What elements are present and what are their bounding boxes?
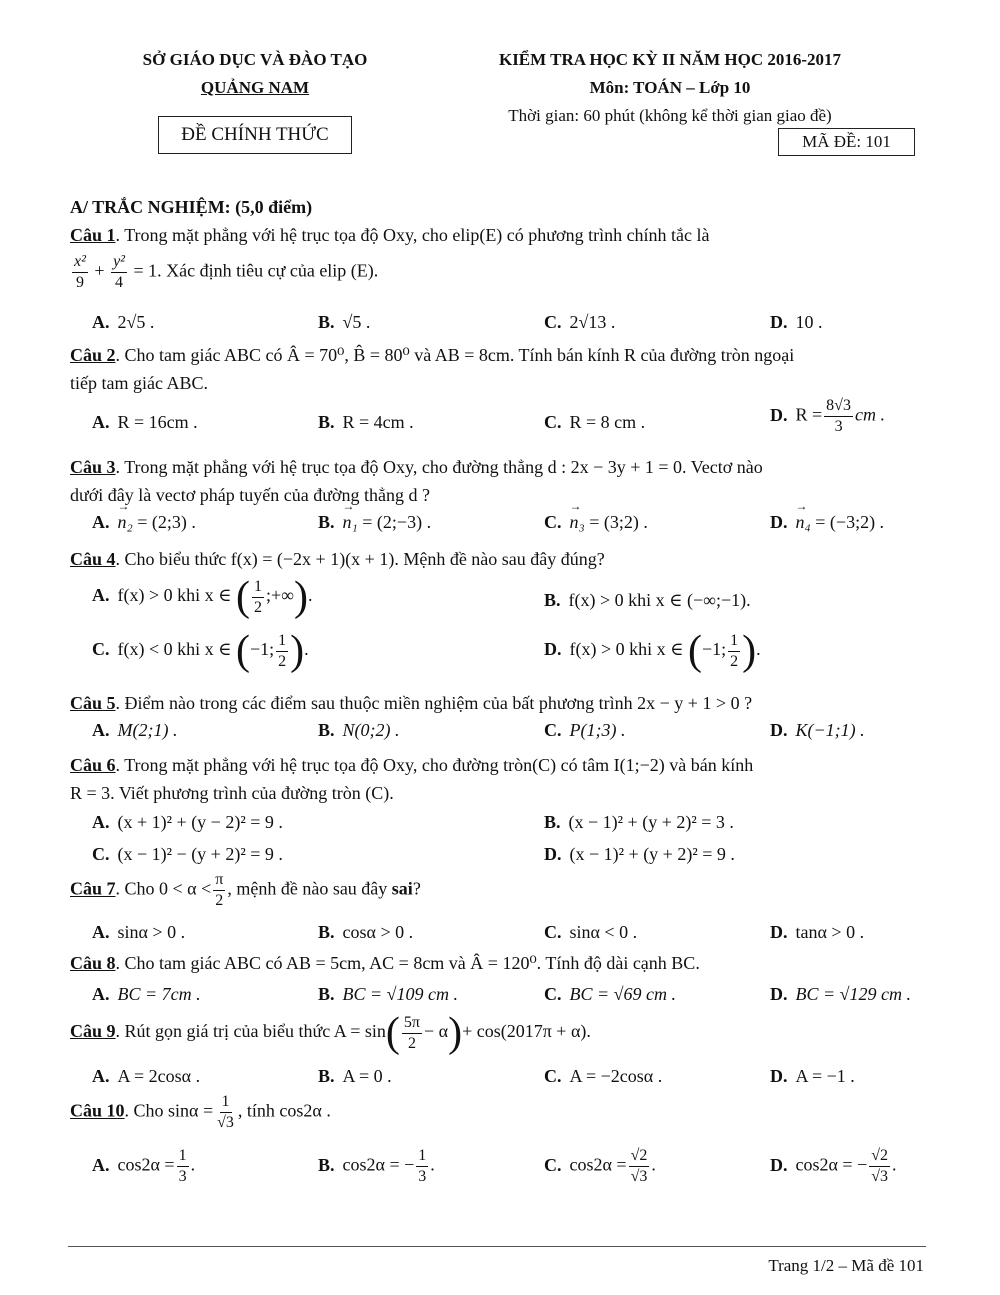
question-3-label: Câu 3 [70, 457, 116, 477]
section-title: A/ TRẮC NGHIỆM: (5,0 điểm) [70, 197, 313, 217]
question-6-label: Câu 6 [70, 755, 116, 775]
question-10: Câu 10. Cho sinα = $\frac{1}{√3}$ , tính cos2α . [70, 1093, 331, 1131]
question-8-label: Câu 8 [70, 953, 116, 973]
q7-option-a[interactable]: A. sinα > 0 . [92, 922, 186, 942]
question-4-text: . Cho biểu thức f(x) = (−2x + 1)(x + 1). Mệnh đề nào sau đây đúng? [115, 549, 605, 569]
eq-x: x² [72, 254, 88, 273]
q1-option-c[interactable]: C. 2√13 . [544, 312, 616, 332]
q6-option-c[interactable]: C. (x − 1)² − (y + 2)² = 9 . [92, 844, 283, 864]
q5-option-d[interactable]: D. K(−1;1) . [770, 720, 865, 740]
question-5-text: . Điểm nào trong các điểm sau thuộc miền nghiệm của bất phương trình 2x − y + 1 > 0 ? [115, 693, 753, 713]
question-3-text2: dưới đây là vectơ pháp tuyến của đường thẳng d ? [70, 485, 430, 505]
question-4-label: Câu 4 [70, 549, 116, 569]
question-2 [70, 344, 794, 366]
question-5-label: Câu 5 [70, 693, 116, 713]
q2-option-d[interactable]: D. R = $\frac{8√3}{3}$ cm . [770, 397, 885, 435]
question-10-label: Câu 10 [70, 1100, 125, 1121]
question-8 [70, 952, 700, 974]
q3-option-b[interactable]: B.→ n₁ = (2;−3) . [318, 512, 431, 533]
q4-option-a[interactable]: A. f(x) > 0 khi x ∈ ( $\frac{1}{2}$ ;+∞). [92, 574, 313, 620]
eq-9: 9 [75, 274, 84, 291]
eq-y: y² [111, 254, 127, 273]
department-name: SỞ GIÁO DỤC VÀ ĐÀO TẠO [142, 50, 368, 69]
q5-option-b[interactable]: B. N(0;2) . [318, 720, 400, 740]
exam-title: KIỂM TRA HỌC KỲ II NĂM HỌC 2016-2017 [498, 50, 842, 69]
question-6-text: . Trong mặt phẳng với hệ trục tọa độ Oxy, cho đường tròn(C) có tâm I(1;−2) và bán kính [115, 755, 754, 775]
eq-4: 4 [115, 274, 124, 291]
question-7-label: Câu 7 [70, 878, 116, 899]
q10-option-b[interactable]: B. cos2α = − $\frac{1}{3}$ . [318, 1147, 435, 1185]
page-footer: Trang 1/2 – Mã đề 101 [768, 1256, 924, 1275]
question-1-text: . Trong mặt phẳng với hệ trục tọa độ Oxy, cho elip(E) có phương trình chính tắc là [115, 225, 710, 245]
question-1-label: Câu 1 [70, 225, 116, 245]
question-6-text2: R = 3. Viết phương trình của đường tròn (C). [70, 783, 394, 803]
q5-option-c[interactable]: C. P(1;3) . [544, 720, 626, 740]
question-8-text: . Cho tam giác ABC có AB = 5cm, AC = 8cm và Â = 120⁰. Tính độ dài cạnh BC. [115, 953, 700, 973]
q9-option-b[interactable]: B. A = 0 . [318, 1066, 392, 1086]
q9-option-c[interactable]: C. A = −2cosα . [544, 1066, 663, 1086]
question-7: Câu 7. Cho 0 < α < $\frac{\pi}{2}$ , mệnh đề nào sau đây sai? [70, 871, 421, 909]
question-1 [70, 224, 922, 246]
q8-option-a[interactable]: A. BC = 7cm . [92, 984, 201, 1004]
exam-code: MÃ ĐỀ: 101 [802, 132, 891, 151]
q4-option-c[interactable]: C. f(x) < 0 khi x ∈ (−1; $\frac{1}{2}$ ). [92, 628, 309, 674]
question-2-text: . Cho tam giác ABC có Â = 70⁰, B̂ = 80⁰ và AB = 8cm. Tính bán kính R của đường tròn ngoại [115, 345, 795, 365]
question-9: Câu 9. Rút gọn giá trị của biểu thức A = sin( $\frac{5\pi}{2}$ − α)+ cos(2017π + α). [70, 1010, 591, 1056]
q2-option-c[interactable]: C. R = 8 cm . [544, 412, 646, 432]
question-2-text2: tiếp tam giác ABC. [70, 373, 208, 393]
q1-option-a[interactable]: A. 2√5 . [92, 312, 155, 332]
official-box [158, 116, 352, 154]
question-9-label: Câu 9 [70, 1021, 116, 1042]
question-4 [70, 548, 605, 570]
q8-option-c[interactable]: C. BC = √69 cm . [544, 984, 677, 1004]
q7-option-c[interactable]: C. sinα < 0 . [544, 922, 638, 942]
q1-option-b[interactable]: B. √5 . [318, 312, 371, 332]
q2-option-b[interactable]: B. R = 4cm . [318, 412, 414, 432]
question-6 [70, 754, 753, 776]
question-3 [70, 456, 763, 478]
q6-option-a[interactable]: A. (x + 1)² + (y − 2)² = 9 . [92, 812, 283, 832]
exam-time: Thời gian: 60 phút (không kể thời gian giao đề) [508, 106, 832, 125]
q3-option-a[interactable]: A.→ n₂ = (2;3) . [92, 512, 196, 533]
q4-option-d[interactable]: D. f(x) > 0 khi x ∈ (−1; $\frac{1}{2}$ ). [544, 628, 761, 674]
q1-option-d[interactable]: D. 10 . [770, 312, 823, 332]
q9-option-a[interactable]: A. A = 2cosα . [92, 1066, 201, 1086]
q7-option-d[interactable]: D. tanα > 0 . [770, 922, 865, 942]
exam-subject: Môn: TOÁN – Lớp 10 [589, 78, 751, 97]
question-5 [70, 692, 752, 714]
q8-option-d[interactable]: D. BC = √129 cm . [770, 984, 912, 1004]
q7-option-b[interactable]: B. cosα > 0 . [318, 922, 414, 942]
q6-option-d[interactable]: D. (x − 1)² + (y + 2)² = 9 . [544, 844, 735, 864]
q10-option-c[interactable]: C. cos2α = $\frac{√2}{√3}$ . [544, 1147, 656, 1185]
question-2-label: Câu 2 [70, 345, 116, 365]
footer-divider [68, 1246, 926, 1247]
question-1-tail: = 1. Xác định tiêu cự của elip (E). [133, 260, 379, 281]
q6-option-b[interactable]: B. (x − 1)² + (y + 2)² = 3 . [544, 812, 734, 832]
exam-code-box [778, 128, 915, 156]
q3-option-c[interactable]: C.→ n₃ = (3;2) . [544, 512, 648, 533]
q10-option-d[interactable]: D. cos2α = − $\frac{√2}{√3}$ . [770, 1147, 897, 1185]
official-label: ĐỀ CHÍNH THỨC [181, 124, 329, 145]
question-1-equation: $\frac{\text{x²}}{9}$ + $\frac{\text{y²}}{4}$ = 1. Xác định tiêu cự của elip (E). [74, 253, 379, 291]
q3-option-d[interactable]: D.→ n₄ = (−3;2) . [770, 512, 884, 533]
q4-option-b[interactable]: B. f(x) > 0 khi x ∈ (−∞;−1). [544, 590, 751, 610]
q5-option-a[interactable]: A. M(2;1) . [92, 720, 178, 740]
q9-option-d[interactable]: D. A = −1 . [770, 1066, 855, 1086]
province-name: QUẢNG NAM [200, 78, 310, 97]
q8-option-b[interactable]: B. BC = √109 cm . [318, 984, 459, 1004]
q10-option-a[interactable]: A. cos2α = $\frac{1}{3}$ . [92, 1147, 196, 1185]
q2-option-a[interactable]: A. R = 16cm . [92, 412, 198, 432]
question-3-text: . Trong mặt phẳng với hệ trục tọa độ Oxy, cho đường thẳng d : 2x − 3y + 1 = 0. Vectơ nào [115, 457, 763, 477]
